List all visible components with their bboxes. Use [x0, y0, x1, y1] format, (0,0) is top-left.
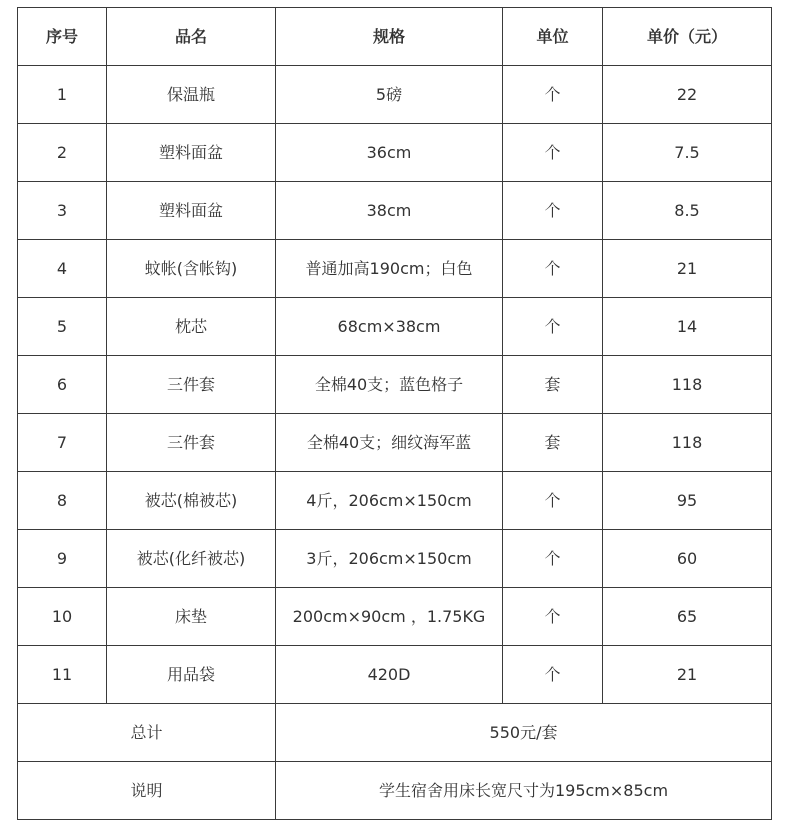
cell-price: 22 [603, 66, 772, 124]
cell-index: 1 [18, 66, 107, 124]
cell-name: 塑料面盆 [107, 124, 276, 182]
cell-name: 床垫 [107, 588, 276, 646]
cell-name: 保温瓶 [107, 66, 276, 124]
cell-spec: 420D [276, 646, 503, 704]
cell-spec: 5磅 [276, 66, 503, 124]
cell-name: 蚊帐(含帐钩) [107, 240, 276, 298]
cell-spec: 4斤，206cm×150cm [276, 472, 503, 530]
table-row [18, 124, 772, 182]
cell-name: 用品袋 [107, 646, 276, 704]
note-value: 学生宿舍用床长宽尺寸为195cm×85cm [276, 762, 772, 820]
total-value: 550元/套 [276, 704, 772, 762]
cell-index: 8 [18, 472, 107, 530]
cell-spec: 36cm [276, 124, 503, 182]
cell-spec: 38cm [276, 182, 503, 240]
total-label: 总计 [18, 704, 276, 762]
cell-spec: 200cm×90cm ，1.75KG [276, 588, 503, 646]
note-label: 说明 [18, 762, 276, 820]
cell-index: 11 [18, 646, 107, 704]
header-row [18, 8, 772, 66]
cell-price: 21 [603, 646, 772, 704]
cell-unit: 个 [503, 472, 603, 530]
cell-price: 21 [603, 240, 772, 298]
cell-price: 118 [603, 356, 772, 414]
cell-index: 3 [18, 182, 107, 240]
table-row [18, 588, 772, 646]
header-name: 品名 [107, 8, 276, 66]
cell-price: 60 [603, 530, 772, 588]
cell-unit: 个 [503, 182, 603, 240]
cell-index: 5 [18, 298, 107, 356]
cell-unit: 个 [503, 530, 603, 588]
table-row [18, 356, 772, 414]
cell-name: 塑料面盆 [107, 182, 276, 240]
cell-name: 三件套 [107, 414, 276, 472]
cell-index: 10 [18, 588, 107, 646]
cell-unit: 个 [503, 298, 603, 356]
table-row [18, 414, 772, 472]
table-row [18, 298, 772, 356]
cell-price: 8.5 [603, 182, 772, 240]
cell-price: 14 [603, 298, 772, 356]
cell-unit: 个 [503, 646, 603, 704]
table-row [18, 646, 772, 704]
table-row [18, 66, 772, 124]
supplies-price-table [17, 7, 772, 820]
cell-name: 被芯(化纤被芯) [107, 530, 276, 588]
cell-price: 118 [603, 414, 772, 472]
cell-price: 65 [603, 588, 772, 646]
cell-unit: 个 [503, 66, 603, 124]
table-row [18, 240, 772, 298]
cell-spec: 全棉40支；蓝色格子 [276, 356, 503, 414]
cell-spec: 3斤，206cm×150cm [276, 530, 503, 588]
cell-unit: 套 [503, 414, 603, 472]
cell-name: 三件套 [107, 356, 276, 414]
cell-price: 7.5 [603, 124, 772, 182]
cell-name: 枕芯 [107, 298, 276, 356]
cell-unit: 套 [503, 356, 603, 414]
header-spec: 规格 [276, 8, 503, 66]
cell-index: 2 [18, 124, 107, 182]
cell-index: 7 [18, 414, 107, 472]
note-row [18, 762, 772, 820]
cell-index: 9 [18, 530, 107, 588]
table-row [18, 182, 772, 240]
cell-name: 被芯(棉被芯) [107, 472, 276, 530]
table-row [18, 530, 772, 588]
cell-index: 6 [18, 356, 107, 414]
header-index: 序号 [18, 8, 107, 66]
header-price: 单价（元） [603, 8, 772, 66]
cell-unit: 个 [503, 124, 603, 182]
cell-spec: 68cm×38cm [276, 298, 503, 356]
cell-index: 4 [18, 240, 107, 298]
table-row [18, 472, 772, 530]
header-unit: 单位 [503, 8, 603, 66]
total-row [18, 704, 772, 762]
cell-price: 95 [603, 472, 772, 530]
cell-unit: 个 [503, 240, 603, 298]
cell-spec: 全棉40支；细纹海军蓝 [276, 414, 503, 472]
cell-spec: 普通加高190cm；白色 [276, 240, 503, 298]
cell-unit: 个 [503, 588, 603, 646]
